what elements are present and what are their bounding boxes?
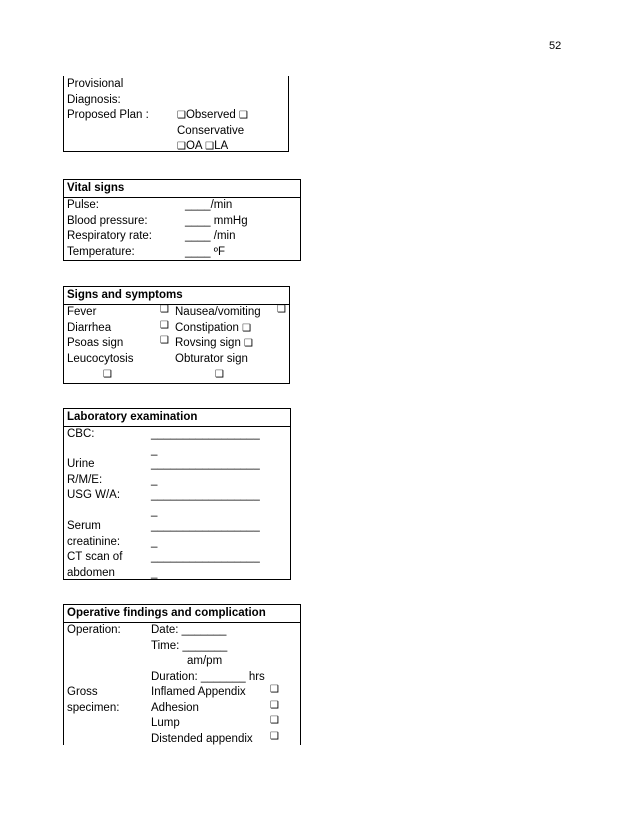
checkbox-diarrhea[interactable]: ❑ bbox=[160, 319, 169, 331]
urine-label: Urine bbox=[67, 458, 95, 470]
checkbox-distended[interactable]: ❑ bbox=[270, 730, 279, 742]
provisional-diagnosis-section bbox=[63, 76, 289, 152]
pulse-field[interactable]: ____/min bbox=[185, 199, 233, 211]
checkbox-fever[interactable]: ❑ bbox=[160, 304, 169, 315]
diagnosis-label: Provisional Diagnosis: bbox=[67, 78, 124, 106]
checkbox-inflamed[interactable]: ❑ bbox=[270, 684, 279, 695]
laboratory-section: Laboratory examination CBC: _________________ _ Urine R/M/E: _________________ _ USG W/A: _________________ _ Serum creatinine: _________________ _ CT scan of abdomen _________________ _ bbox=[63, 408, 291, 580]
vital-row-bp: Blood pressure: ____ mmHg bbox=[64, 214, 300, 230]
temp-field[interactable]: ____ ºF bbox=[185, 245, 226, 258]
page-number: 52 bbox=[549, 40, 562, 52]
checkbox-la[interactable]: ❑ bbox=[205, 141, 215, 152]
cbc-field[interactable]: _________________ _ bbox=[151, 428, 260, 456]
proposed-plan-label: Proposed Plan : bbox=[67, 109, 149, 121]
checkbox-adhesion[interactable]: ❑ bbox=[270, 699, 279, 711]
cbc-label: CBC: bbox=[67, 428, 95, 440]
checkbox-leucocytosis[interactable]: ❑ bbox=[103, 369, 112, 380]
date-field[interactable]: Date: _______ bbox=[151, 624, 227, 636]
vital-row-resp: Respiratory rate: ____ /min bbox=[64, 229, 300, 245]
vital-signs-section bbox=[63, 179, 301, 261]
vital-row-pulse: Pulse: ____/min bbox=[64, 198, 300, 214]
checkbox-nausea[interactable]: ❑ bbox=[277, 304, 286, 315]
resp-field[interactable]: ____ /min bbox=[185, 230, 236, 242]
checkbox-rovsing[interactable]: ❑ bbox=[244, 338, 254, 349]
signs-symptoms-section: Signs and symptoms Fever ❑ Nausea/vomiting ❑ Diarrhea ❑ Constipation ❑ Psoas sign ❑ Rovsing sign ❑ Leucocytosis ❑ Obturator sign ❑ bbox=[63, 286, 290, 384]
bp-field[interactable]: ____ mmHg bbox=[185, 214, 248, 227]
vital-signs-title: Vital signs bbox=[64, 180, 300, 198]
checkbox-constipation[interactable]: ❑ bbox=[242, 322, 252, 334]
serum-field[interactable]: _________________ _ bbox=[151, 520, 260, 548]
operative-section: Operative findings and complication Operation: Date: _______ Time: _______ am/pm Duration: _______ hrs Gross specimen: Inflamed Appendix ❑ Adhesion ❑ Lump ❑ Distended appendix ❑ bbox=[63, 604, 301, 745]
serum-label: Serum bbox=[67, 520, 101, 532]
time-field[interactable]: Time: _______ bbox=[151, 639, 228, 652]
operative-title: Operative findings and complication bbox=[64, 605, 300, 623]
proposed-plan-options: ❑Observed ❑ Conservative ❑OA ❑LA bbox=[177, 109, 248, 152]
operation-label: Operation: bbox=[67, 624, 121, 636]
lab-title: Laboratory examination bbox=[64, 409, 290, 427]
checkbox-oa[interactable]: ❑ bbox=[177, 141, 186, 152]
ct-field[interactable]: _________________ _ bbox=[151, 551, 260, 579]
signs-title: Signs and symptoms bbox=[64, 287, 289, 305]
ampm-label: am/pm bbox=[187, 655, 223, 667]
checkbox-observed[interactable]: ❑ bbox=[177, 110, 186, 121]
usg-field[interactable]: _________________ _ bbox=[151, 489, 260, 517]
ct-label: CT scan of bbox=[67, 551, 123, 563]
usg-label: USG W/A: bbox=[67, 489, 121, 501]
gross-specimen-label: Gross bbox=[67, 686, 98, 698]
vital-row-temp: Temperature: ____ ºF bbox=[64, 245, 300, 261]
checkbox-conservative[interactable]: ❑ bbox=[239, 110, 248, 121]
checkbox-psoas[interactable]: ❑ bbox=[160, 335, 169, 346]
checkbox-obturator[interactable]: ❑ bbox=[215, 369, 224, 380]
urine-field[interactable]: _________________ _ bbox=[151, 458, 260, 486]
checkbox-lump[interactable]: ❑ bbox=[270, 715, 279, 726]
duration-field[interactable]: Duration: _______ hrs bbox=[151, 670, 265, 683]
